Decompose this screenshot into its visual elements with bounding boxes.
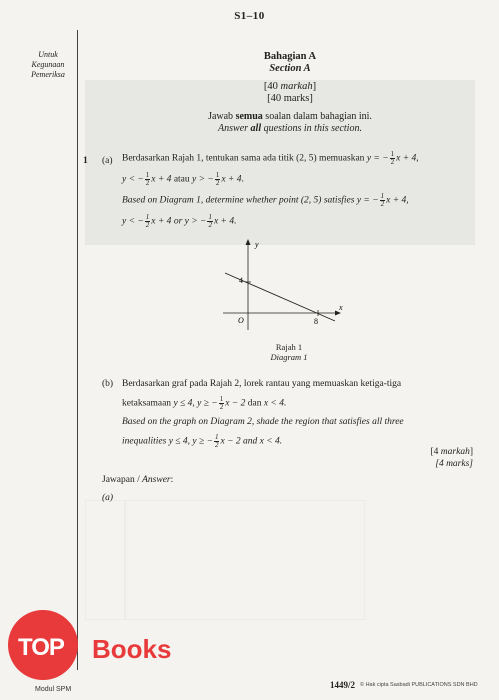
- part-b-ms-line1: Berdasarkan graf pada Rajah 2, lorek rantau yang memuaskan ketiga-tiga: [122, 379, 402, 389]
- y-axis-label: y: [255, 240, 259, 249]
- part-b-en-line2: inequalities y ≤ 4, y ≥ − $\frac{1}{2}$ x − 2 and x < 4.: [122, 433, 283, 449]
- sidebar-line-1: Untuk: [38, 50, 58, 59]
- part-b-en-line1: Based on the graph on Diagram 2, shade the region that satisfies all three: [122, 417, 404, 427]
- part-a-en-line1: Based on Diagram 1, determine whether point (2, 5) satisfies y = − $\frac{1}{2}$ x + 4,: [122, 192, 409, 208]
- footer-publisher: © Hak cipta Sasbadi PUBLICATIONS SDN BHD: [360, 682, 478, 688]
- origin-label: O: [238, 316, 244, 325]
- y-axis-arrow: [246, 239, 251, 245]
- answer-label: Jawapan / Answer:: [102, 475, 174, 485]
- part-a-ms-line1: Berdasarkan Rajah 1, tentukan sama ada titik (2, 5) memuaskan y = − $\frac{1}{2}$ x + 4,: [122, 150, 419, 166]
- footer-paper-code: 1449/2: [330, 680, 356, 690]
- examiner-sidebar: [22, 50, 74, 80]
- sidebar-line-3: Pemeriksa: [31, 70, 65, 79]
- part-b-marks-ms: [4 markah]: [430, 447, 473, 457]
- instruction-en: Answer all questions in this section.: [218, 123, 362, 134]
- x-intercept-label: 8: [314, 317, 318, 326]
- part-a-label: (a): [102, 156, 113, 166]
- section-marks-ms: [40 markah]: [263, 81, 317, 92]
- diagram1-caption-en: Diagram 1: [270, 352, 308, 362]
- diagram1-caption: [265, 342, 313, 362]
- section-title-ms: Bahagian A: [263, 51, 317, 62]
- question-number: 1: [83, 156, 88, 166]
- section-title-en: Section A: [269, 63, 311, 74]
- part-b-marks: [380, 446, 473, 470]
- background-watermark-table: [85, 500, 365, 620]
- diagram1-graph: [215, 235, 355, 340]
- page-code: S1–10: [234, 10, 265, 22]
- fraction: $\frac{1}{2}$: [390, 150, 395, 166]
- diagram1-caption-ms: Rajah 1: [275, 342, 303, 352]
- examiner-margin-line: [77, 30, 78, 670]
- part-b-marks-en: [4 marks]: [435, 459, 473, 469]
- part-b-label: (b): [102, 379, 114, 389]
- part-a-en-line2: y < − $\frac{1}{2}$ x + 4 or y > − $\frac{1}{2}$ x + 4.: [122, 213, 237, 229]
- instruction-ms: Jawab semua soalan dalam bahagian ini.: [208, 111, 372, 122]
- section-marks-en: [40 marks]: [267, 93, 313, 104]
- part-a-ms-line2: y < − $\frac{1}{2}$ x + 4 atau y > − $\frac{1}{2}$ x + 4.: [122, 171, 244, 187]
- x-axis-label: x: [339, 303, 343, 312]
- sidebar-line-2: Kegunaan: [31, 60, 65, 69]
- answer-part-a: (a): [102, 493, 114, 503]
- topbooks-logo-top: TOP: [18, 634, 64, 661]
- y-intercept-label: 4: [239, 276, 243, 285]
- topbooks-logo-sub: Modul SPM: [35, 686, 72, 693]
- topbooks-logo-books: Books: [92, 634, 172, 664]
- part-b-ms-line2: ketaksamaan y ≤ 4, y ≥ − $\frac{1}{2}$ x − 2 dan x < 4.: [122, 395, 287, 411]
